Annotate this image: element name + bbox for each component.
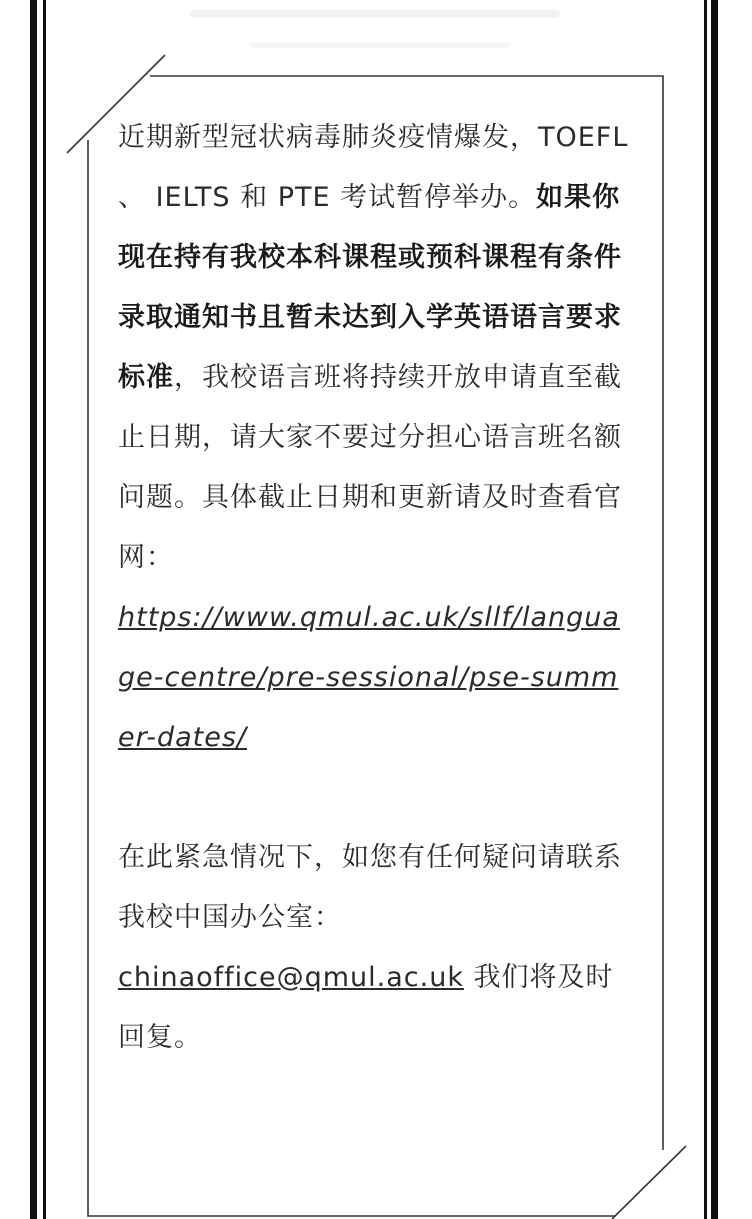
notice-paragraph-2	[118, 828, 630, 1068]
notice-lead-text: 近期新型冠状病毒肺炎疫情爆发，TOEFL 、 IELTS 和 PTE 考试暂停举办。	[118, 122, 629, 213]
language-centre-link[interactable]: https://www.qmul.ac.uk/sllf/language-centre/pre-sessional/pse-summer-dates/	[118, 602, 620, 753]
notice-highlight-text: 如果你现在持有我校本科课程或预科课程有条件录取通知书且暂未达到入学英语语言要求标准	[118, 182, 622, 393]
corner-slash-bottom-right	[612, 1146, 686, 1219]
notice-rest-text: ，我校语言班将持续开放申请直至截止日期，请大家不要过分担心语言班名额问题。具体截止日期和更新请及时查看官网：	[118, 362, 622, 573]
china-office-email-link[interactable]: chinaoffice@qmul.ac.uk	[118, 962, 464, 993]
notice-paragraph-1	[118, 108, 630, 588]
contact-lead-text: 在此紧急情况下，如您有任何疑问请联系我校中国办公室：	[118, 842, 622, 933]
paragraph-spacer	[118, 768, 630, 828]
contact-tail-text: 我们将及时回复。	[118, 962, 614, 1053]
notice-url-paragraph	[118, 588, 630, 768]
notice-body	[118, 108, 630, 1068]
